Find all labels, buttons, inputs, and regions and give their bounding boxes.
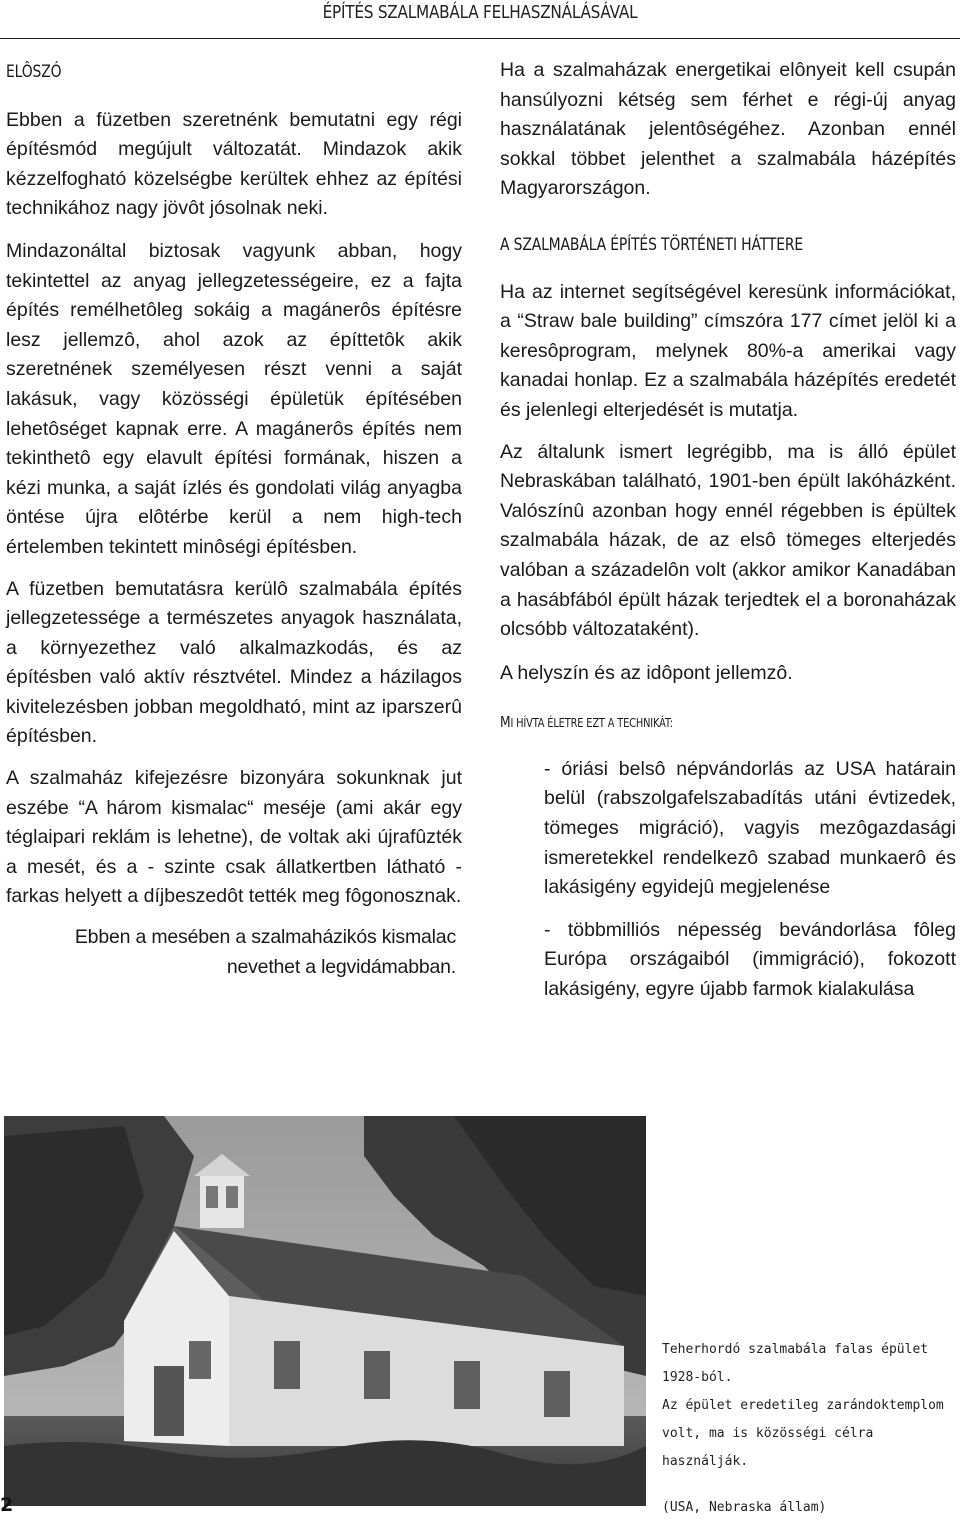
list-item: - óriási belsô népvándorlás az USA határain belül (rabszolgafelszabadítás utáni évtizedek, tömeges migráció), vagyis mezôgazdasági ismeretekkel rendelkezô szabad munkaerô és lakásigény egyidejû megjelenése: [544, 757, 956, 899]
foreword-heading: ELÔSZÓ: [6, 62, 62, 82]
list-item: - többmilliós népesség bevándorlása fôleg Európa országaiból (immigráció), fokozott lakásigény, egyre újabb farmok kialakulása: [544, 918, 956, 1001]
caption-location: (USA, Nebraska állam): [662, 1500, 827, 1515]
foreword-paragraph-3: A füzetben bemutatásra kerülô szalmabála építés jellegzetessége a természetes anyagok használata, a környezethez való alkalmazkodás, és az építésben való aktív résztvétel. Mindez a házilagos kivitelezésben jobban megoldható, mint az iparszerû építésben.: [6, 577, 462, 748]
origins-heading-rest: I HÍVTA ÉLETRE EZT A TECHNIKÁT:: [510, 716, 673, 731]
caption-title: Teherhordó szalmabála falas épület 1928-ból.: [662, 1342, 929, 1385]
left-column: [6, 58, 462, 982]
history-paragraph-3: A helyszín és az idôpont jellemzô.: [500, 661, 793, 684]
origins-list: [500, 755, 956, 1005]
origins-heading-initial: M: [500, 713, 511, 732]
right-column: [500, 56, 956, 1005]
closing-quote: Ebben a mesében a szalmaházikós kismalac nevethet a legvidámabban.: [74, 926, 456, 978]
foreword-paragraph-1: Ebben a füzetben szeretnénk bemutatni egy régi építésmód megújult változatát. Mindazok akik kézzelfogható közelségbe kerültek ehhez az építési technikához nagy jövôt jósolnak neki.: [6, 108, 462, 220]
running-header: ÉPÍTÉS SZALMABÁLA FELHASZNÁLÁSÁVAL: [322, 2, 638, 23]
history-paragraph-1: Ha az internet segítségével keresünk információkat, a “Straw bale building” címszóra 177 címet jelöl ki a keresôprogram, melynek 80%-a amerikai vagy kanadai honlap. Ez a szalmabála házépítés eredetét és jelenlegi elterjedését is mutatja.: [500, 280, 956, 421]
church-photo-drawing: [4, 1116, 646, 1506]
header-rule: [0, 38, 960, 39]
caption-description: Az épület eredetileg zarándoktemplom volt, ma is közösségi célra használják.: [662, 1398, 944, 1469]
page-number: 2: [0, 1494, 14, 1516]
foreword-paragraph-2: Mindazonáltal biztosak vagyunk abban, hogy tekintettel az anyag jellegzetességeire, ez a fajta építés remélhetôleg sokáig a magánerôs építésre lesz jellemzô, ahol azok az építtetôk akik szeretnének személyesen részt venni a saját lakásuk, vagy közösségi épületük építésében lehetôséget kapnak erre. A magánerôs építés nem tekinthetô egy elavult építési formának, hiszen a kézi munka, a saját ízlés és gondolati világ anyagba öntése újra elôtérbe kerül a nem high-tech értelemben tekintett minôségi építésben.: [6, 239, 462, 558]
foreword-paragraph-4: A szalmaház kifejezésre bizonyára sokunknak jut eszébe “A három kismalac“ meséje (ami akár egy téglaipari reklám is lehetne), de voltak aki újrafûzték a mesét, és a - szinte csak állatkertben látható - farkas helyett a díjbeszedôt tették meg fôgonosznak.: [6, 767, 462, 908]
energy-paragraph: Ha a szalmaházak energetikai elônyeit kell csupán hansúlyozni kétség sem férhet e régi-új anyag használatának jelentôségéhez. Azonban ennél sokkal többet jelenthet a szalmabála házépítés Magyarországon.: [500, 59, 956, 200]
photo-caption: [662, 1336, 956, 1522]
church-photo: [4, 1116, 646, 1506]
history-paragraph-2: Az általunk ismert legrégibb, ma is álló épület Nebraskában található, 1901-ben épült lakóházként. Valószínû azonban hogy ennél régebben is épültek szalmabála házak, de az elsô tömeges elterjedés valóban a századelôn volt (akkor amikor Kanadában a hasábfából épült házak terjedtek el a boronaházak olcsóbb változataként).: [500, 440, 956, 641]
history-heading: A SZALMABÁLA ÉPÍTÉS TÖRTÉNETI HÁTTERE: [500, 234, 804, 255]
origins-heading: [500, 708, 874, 739]
